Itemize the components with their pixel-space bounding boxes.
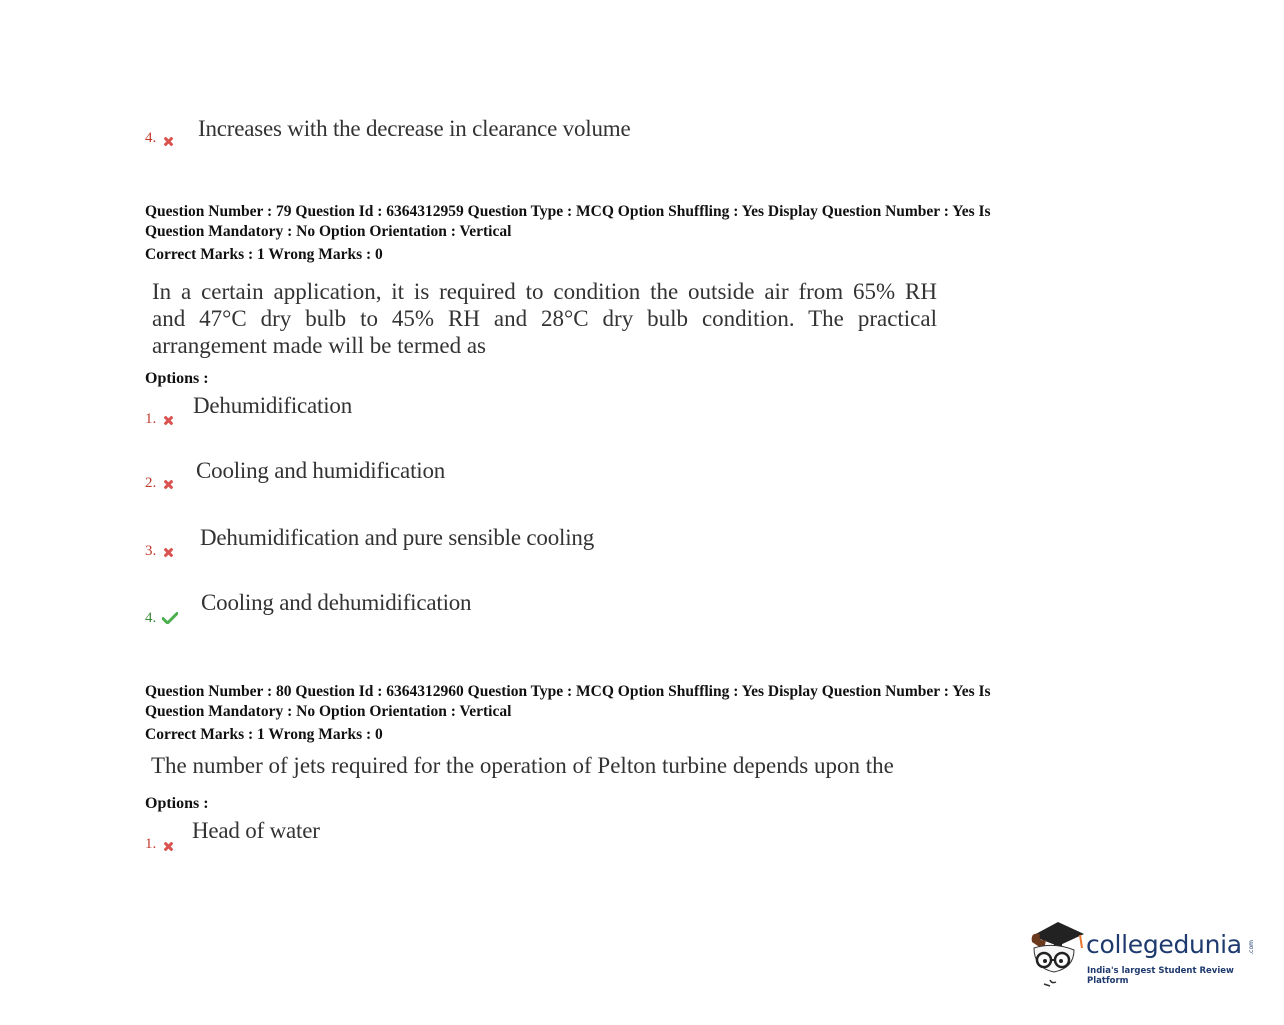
options-label: Options :: [145, 370, 209, 387]
wrong-mark-icon: [164, 837, 173, 855]
question-text: [152, 278, 937, 359]
option-text[interactable]: Cooling and dehumidification: [201, 590, 472, 615]
option-text[interactable]: Cooling and humidification: [196, 458, 446, 483]
wrong-mark-icon: [164, 132, 173, 150]
option-number: 4.: [145, 130, 157, 146]
question-meta-line1: Question Number : 80 Question Id : 6364312960 Question Type : MCQ Option Shuffling : Yes Display Question Number : Yes Is: [145, 683, 991, 700]
option-number: 1.: [145, 411, 157, 427]
option-number: 3.: [145, 543, 157, 559]
mascot-logo-icon: [1024, 918, 1086, 988]
question-meta-line2: Question Mandatory : No Option Orientation : Vertical: [145, 223, 512, 240]
question-meta-line2: Question Mandatory : No Option Orientation : Vertical: [145, 703, 512, 720]
option-text[interactable]: Head of water: [192, 818, 320, 843]
options-label: Options :: [145, 795, 209, 812]
question-line: In a certain application, it is required to condition the outside air from 65% RH: [152, 279, 937, 304]
wrong-mark-icon: [164, 543, 173, 561]
question-meta-line1: Question Number : 79 Question Id : 6364312959 Question Type : MCQ Option Shuffling : Yes Display Question Number : Yes Is: [145, 203, 991, 220]
marks-info: Correct Marks : 1 Wrong Marks : 0: [145, 246, 383, 263]
option-text[interactable]: Dehumidification and pure sensible cooling: [200, 525, 594, 550]
option-number: 1.: [145, 836, 157, 852]
question-meta: [145, 202, 991, 242]
correct-check-icon: [162, 609, 178, 627]
brand-name: collegedunia: [1086, 930, 1242, 959]
option-text: Increases with the decrease in clearance volume: [198, 116, 631, 141]
brand-suffix: .com: [1248, 940, 1255, 955]
question-line: arrangement made will be termed as: [152, 333, 486, 358]
wrong-mark-icon: [164, 411, 173, 429]
collegedunia-watermark: [1024, 918, 1264, 990]
brand-tagline: India's largest Student Review Platform: [1087, 966, 1234, 986]
option-number: 2.: [145, 475, 157, 491]
question-line: and 47°C dry bulb to 45% RH and 28°C dry bulb condition. The practical: [152, 306, 937, 331]
wrong-mark-icon: [164, 475, 173, 493]
question-text: The number of jets required for the operation of Pelton turbine depends upon the: [151, 753, 894, 778]
marks-info: Correct Marks : 1 Wrong Marks : 0: [145, 726, 383, 743]
question-meta: [145, 682, 991, 722]
option-text[interactable]: Dehumidification: [193, 393, 353, 418]
option-number: 4.: [145, 610, 157, 626]
